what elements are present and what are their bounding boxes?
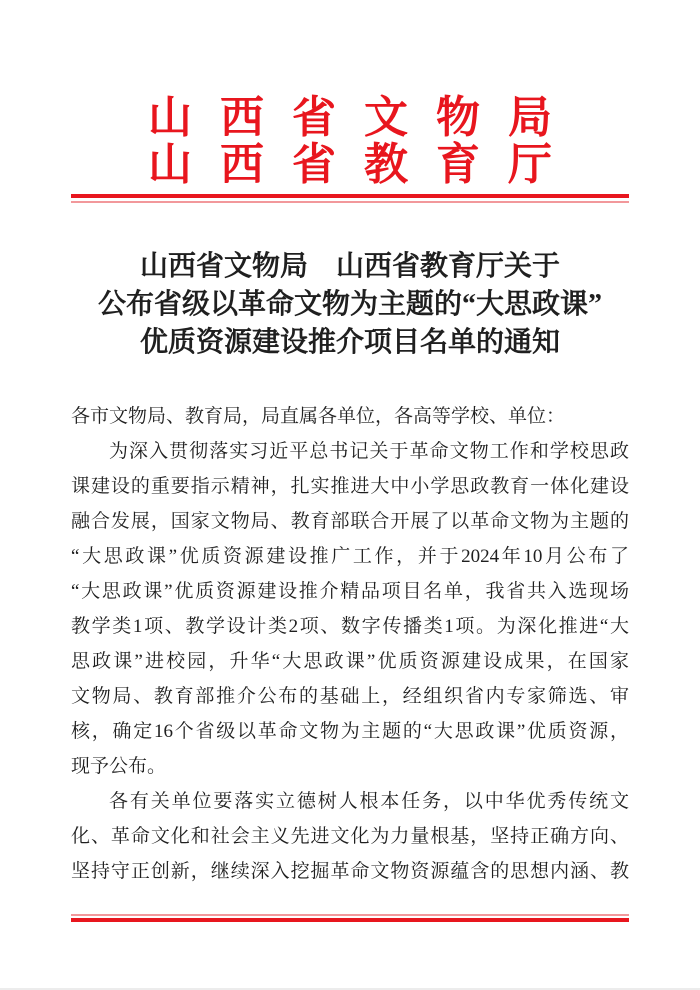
paragraph-line: 课建设的重要指示精神，扎实推进大中小学思政教育一体化建设 bbox=[71, 476, 629, 497]
paragraph-line: 现予公布。 bbox=[71, 756, 167, 777]
paragraph-line: 融合发展，国家文物局、教育部联合开展了以革命文物为主题的 bbox=[71, 511, 629, 532]
paragraph-line: “大思政课”优质资源建设推广工作，并于2024年10月公布了 bbox=[71, 546, 629, 567]
paragraph-line: 化、革命文化和社会主义先进文化为力量根基，坚持正确方向、 bbox=[71, 826, 629, 847]
paragraph-line: 核，确定16个省级以革命文物为主题的“大思政课”优质资源， bbox=[71, 721, 629, 742]
red-separator-top-thick-line bbox=[71, 194, 629, 198]
paragraph-line: 各有关单位要落实立德树人根本任务，以中华优秀传统文 bbox=[109, 791, 629, 812]
red-separator-bottom-thick-line bbox=[71, 918, 629, 922]
paragraph-line: 文物局、教育部推介公布的基础上，经组织省内专家筛选、审 bbox=[71, 686, 629, 707]
red-separator-top-thin-line bbox=[71, 201, 629, 203]
paragraph-line: 为深入贯彻落实习近平总书记关于革命文物工作和学校思政 bbox=[109, 441, 629, 462]
red-separator-bottom-thin-line bbox=[71, 914, 629, 916]
paragraph-line: “大思政课”优质资源建设推介精品项目名单，我省共入选现场 bbox=[71, 581, 629, 602]
document-body bbox=[71, 399, 629, 889]
document-title-line: 山西省文物局 山西省教育厅关于 bbox=[139, 251, 560, 282]
letterhead-agency-2: 山西省教育厅 bbox=[148, 140, 580, 189]
letterhead-agency-1: 山西省文物局 bbox=[148, 93, 580, 142]
letterhead bbox=[0, 94, 700, 188]
paragraph-line: 思政课”进校园，升华“大思政课”优质资源建设成果，在国家 bbox=[71, 651, 629, 672]
document-title-line: 优质资源建设推介项目名单的通知 bbox=[139, 327, 560, 358]
red-separator-bottom bbox=[71, 914, 629, 922]
red-separator-top bbox=[71, 194, 629, 203]
salutation-line: 各市文物局、教育局，局直属各单位，各高等学校、单位： bbox=[71, 406, 566, 427]
paragraph-line: 坚持守正创新，继续深入挖掘革命文物资源蕴含的思想内涵、教 bbox=[71, 861, 629, 882]
document-title bbox=[35, 248, 665, 362]
paragraph-line: 教学类1项、教学设计类2项、数字传播类1项。为深化推进“大 bbox=[71, 616, 629, 637]
document-title-line: 公布省级以革命文物为主题的“大思政课” bbox=[97, 289, 602, 320]
